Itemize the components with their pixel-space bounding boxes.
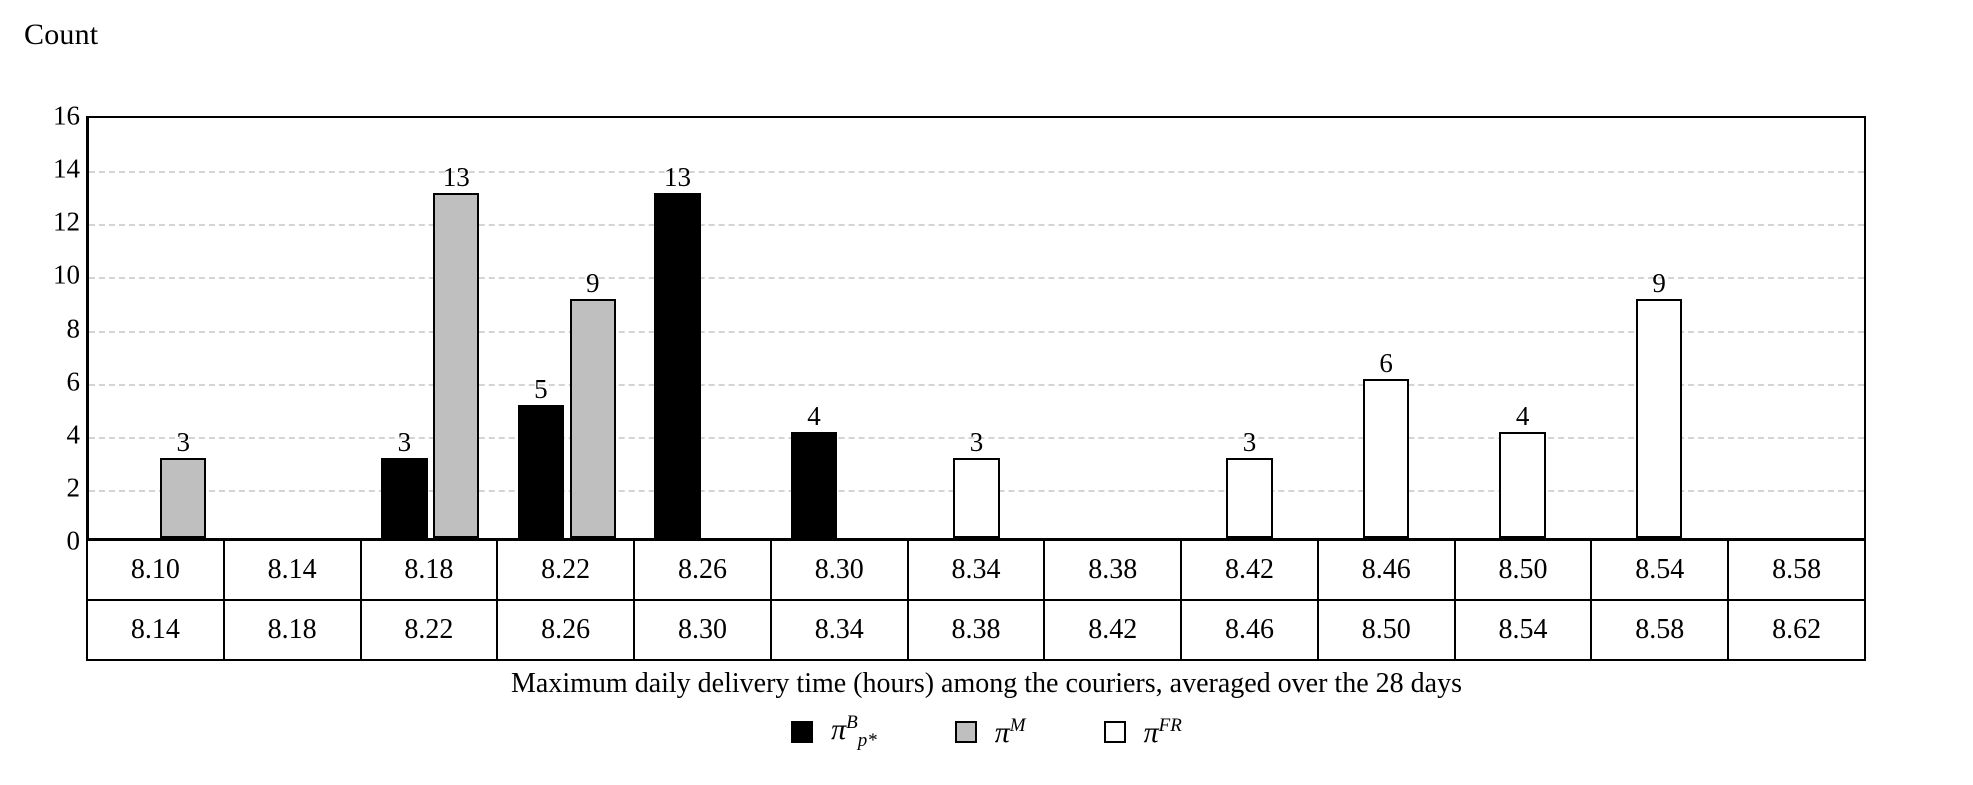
legend (0, 712, 1973, 752)
bar-value-label: 3 (176, 427, 190, 458)
bar-slot (89, 118, 226, 538)
bar-slot (499, 118, 636, 538)
bar (570, 267, 616, 538)
y-tick-label: 2 (66, 472, 80, 503)
bar-value-label: 5 (534, 374, 548, 405)
bar-slot (635, 118, 772, 538)
x-axis-bin-cell (1319, 541, 1456, 659)
x-axis-bin-cell (1456, 541, 1593, 659)
y-tick-label: 16 (53, 100, 80, 131)
bar (953, 427, 999, 538)
y-tick-label: 10 (53, 259, 80, 290)
x-axis-bin-cell (1729, 541, 1864, 659)
bar-slot (908, 118, 1045, 538)
plot-area (86, 116, 1866, 541)
x-axis-bin-cell (635, 541, 772, 659)
bar-value-label: 9 (1652, 267, 1666, 298)
bar (1363, 347, 1409, 538)
bin-upper-label: 8.34 (772, 599, 907, 659)
x-axis-bin-table (86, 541, 1866, 661)
bar-value-label: 13 (442, 161, 470, 192)
bar-group (89, 118, 1864, 538)
y-axis-tick-labels (18, 100, 80, 556)
bar (1226, 427, 1272, 538)
bar-value-label: 3 (969, 427, 984, 458)
bin-upper-label: 8.46 (1182, 599, 1317, 659)
legend-item (1104, 715, 1182, 750)
bar (1499, 400, 1545, 538)
legend-item (791, 712, 877, 752)
bar-value-label: 4 (1515, 400, 1530, 431)
y-axis-title: Count (24, 18, 99, 51)
x-axis-bin-cell (909, 541, 1046, 659)
bar-value-label: 3 (397, 427, 412, 458)
bin-lower-label: 8.38 (1088, 554, 1138, 585)
bar-value-label: 13 (663, 161, 691, 192)
bin-lower-label: 8.14 (267, 554, 317, 585)
bin-upper-label: 8.50 (1319, 599, 1454, 659)
bin-lower-label: 8.58 (1772, 554, 1822, 585)
bar (791, 400, 837, 538)
bin-upper-label: 8.42 (1045, 599, 1180, 659)
y-tick-label: 6 (66, 366, 80, 397)
bin-upper-label: 8.18 (225, 599, 360, 659)
bin-lower-label: 8.46 (1361, 554, 1411, 585)
x-axis-bin-cell (498, 541, 635, 659)
y-tick-label: 4 (66, 419, 80, 450)
x-axis-bin-cell (1592, 541, 1729, 659)
bar-slot (362, 118, 499, 538)
bin-lower-label: 8.54 (1635, 554, 1685, 585)
bin-lower-label: 8.18 (404, 554, 454, 585)
bin-lower-label: 8.22 (541, 554, 591, 585)
bin-lower-label: 8.26 (677, 554, 727, 585)
bin-upper-label: 8.62 (1729, 599, 1864, 659)
bar-value-label: 3 (1242, 427, 1257, 458)
bin-upper-label: 8.30 (635, 599, 770, 659)
legend-label: $\pi^{FR}$ (1143, 714, 1182, 749)
bin-lower-label: 8.42 (1225, 554, 1274, 585)
bar (433, 161, 479, 538)
bin-lower-label: 8.34 (951, 554, 1001, 585)
bar (654, 161, 700, 538)
legend-label: $\pi^M$ (994, 714, 1026, 749)
bin-upper-label: 8.14 (88, 599, 223, 659)
x-axis-bin-cell (362, 541, 499, 659)
bar-value-label: 6 (1379, 347, 1393, 378)
bar (160, 427, 206, 538)
bar (1636, 267, 1682, 538)
bin-upper-label: 8.26 (498, 599, 633, 659)
bar-slot (1318, 118, 1455, 538)
bar-slot (1591, 118, 1728, 538)
bin-upper-label: 8.22 (362, 599, 497, 659)
x-axis-bin-cell (88, 541, 225, 659)
bar-value-label: 4 (807, 400, 821, 431)
y-tick-label: 14 (53, 153, 80, 184)
legend-item (955, 715, 1026, 750)
y-tick-label: 12 (53, 206, 80, 237)
x-axis-bin-cell (1182, 541, 1319, 659)
bar-slot (1181, 118, 1318, 538)
bin-lower-label: 8.30 (814, 554, 864, 585)
bin-upper-label: 8.38 (909, 599, 1044, 659)
x-axis-bin-cell (1045, 541, 1182, 659)
x-axis-bin-cell (772, 541, 909, 659)
x-axis-bin-cell (225, 541, 362, 659)
y-tick-label: 0 (66, 525, 80, 556)
legend-swatch (955, 721, 977, 743)
bar-value-label: 9 (586, 267, 600, 298)
legend-label: $\pi^B_{p*}$ (831, 712, 877, 751)
y-tick-label: 8 (66, 313, 80, 343)
legend-swatch (791, 721, 813, 743)
bar-slot (1454, 118, 1591, 538)
legend-swatch (1104, 721, 1126, 743)
bin-upper-label: 8.58 (1592, 599, 1727, 659)
x-axis-title: Maximum daily delivery time (hours) among the couriers, averaged over the 28 days (511, 668, 1462, 699)
bin-lower-label: 8.10 (130, 554, 180, 585)
bin-upper-label: 8.54 (1456, 599, 1591, 659)
bin-lower-label: 8.50 (1498, 554, 1548, 585)
bar-slot (772, 118, 909, 538)
